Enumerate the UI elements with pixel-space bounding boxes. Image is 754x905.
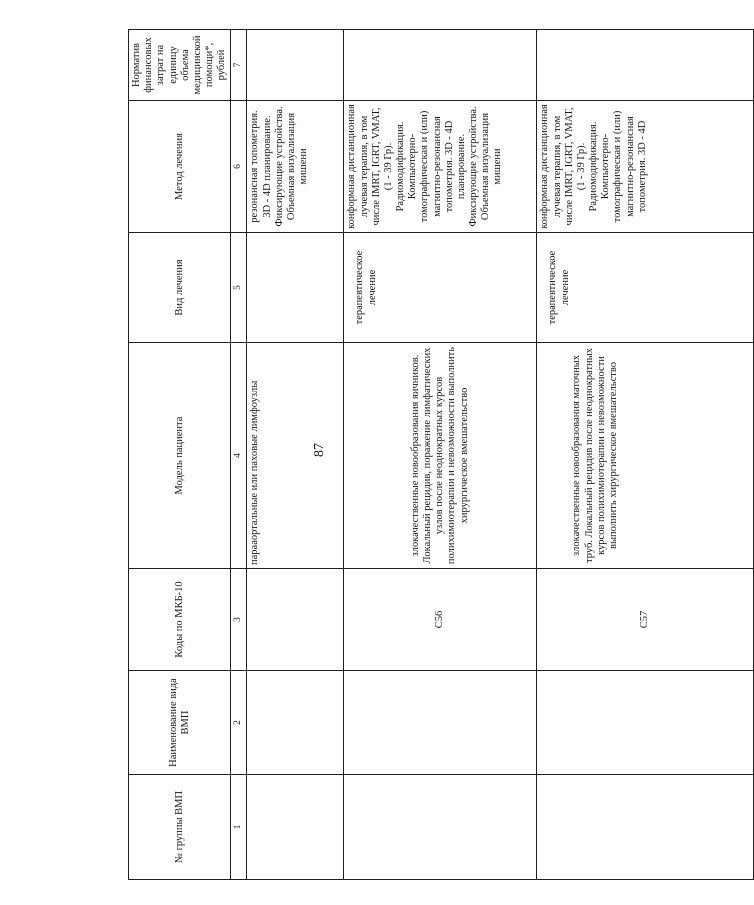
group-cell [247, 775, 344, 880]
column-number: 4 [231, 343, 247, 569]
column-number: 5 [231, 233, 247, 343]
treatment-method-cell: конформная дистанционная лучевая терапия, в том числе IMRT, IGRT, VMAT, (1 - 39 Гр). Радиомодификация. Компьютерно-томографическая и (или) магнитно-резонансная топометрия. 3D - 4D [537, 101, 754, 233]
rotated-table-container [128, 30, 651, 880]
vmp-name-cell [247, 671, 344, 775]
icd-code-cell [247, 569, 344, 671]
column-number: 7 [231, 30, 247, 101]
icd-code-cell: C57 [537, 569, 754, 671]
treatment-type-cell: терапевтическое лечение [344, 233, 537, 343]
cost-norm-cell [344, 30, 537, 101]
patient-model-cell: злокачественные новообразования маточных труб. Локальный рецидив после неоднократных курсов полихимиотерапии и невозможности выполнить хирургическое вмешательство [537, 343, 754, 569]
header-row [129, 30, 231, 880]
patient-model-cell: парааортальные или паховые лимфоузлы [247, 343, 344, 569]
vmp-name-cell [537, 671, 754, 775]
group-cell [344, 775, 537, 880]
page-number: 87 [312, 443, 327, 457]
table-row [247, 30, 344, 880]
patient-model-cell: злокачественные новообразования яичников. Локальный рецидив, поражение лимфатических узлов после неоднократных курсов полихимиотерапии и невозможности выполнить хирургическое вмешательство [344, 343, 537, 569]
header-treatment-method: Метод лечения [129, 101, 231, 233]
vmp-name-cell [344, 671, 537, 775]
treatment-type-cell: терапевтическое лечение [537, 233, 754, 343]
group-cell [537, 775, 754, 880]
table-row [537, 30, 754, 880]
treatment-method-cell: резонансная топометрия. 3D - 4D планирование. Фиксирующие устройства. Объемная визуализация мишени [247, 101, 344, 233]
vmp-table [128, 29, 754, 880]
icd-code-cell: C56 [344, 569, 537, 671]
header-patient-model: Модель пациента [129, 343, 231, 569]
header-group: № группы ВМП [129, 775, 231, 880]
cost-norm-cell [537, 30, 754, 101]
header-treatment-type: Вид лечения [129, 233, 231, 343]
header-icd-codes: Коды по МКБ-10 [129, 569, 231, 671]
column-number-row [231, 30, 247, 880]
header-cost-norm: Норматив финансовых затрат на единицу объема медицинской помощи*, рублей [129, 30, 231, 101]
column-number: 6 [231, 101, 247, 233]
table-row [344, 30, 537, 880]
treatment-method-cell: конформная дистанционная лучевая терапия, в том числе IMRT, IGRT, VMAT, (1 - 39 Гр). Радиомодификация. Компьютерно-томографическая и (или) магнитно-резонансная топометрия. 3D - 4D планирование. Фиксирующие устройства. Объемная визуализация мишени [344, 101, 537, 233]
column-number: 1 [231, 775, 247, 880]
cost-norm-cell [247, 30, 344, 101]
header-vmp-name: Наименование вида ВМП [129, 671, 231, 775]
treatment-type-cell [247, 233, 344, 343]
column-number: 2 [231, 671, 247, 775]
column-number: 3 [231, 569, 247, 671]
